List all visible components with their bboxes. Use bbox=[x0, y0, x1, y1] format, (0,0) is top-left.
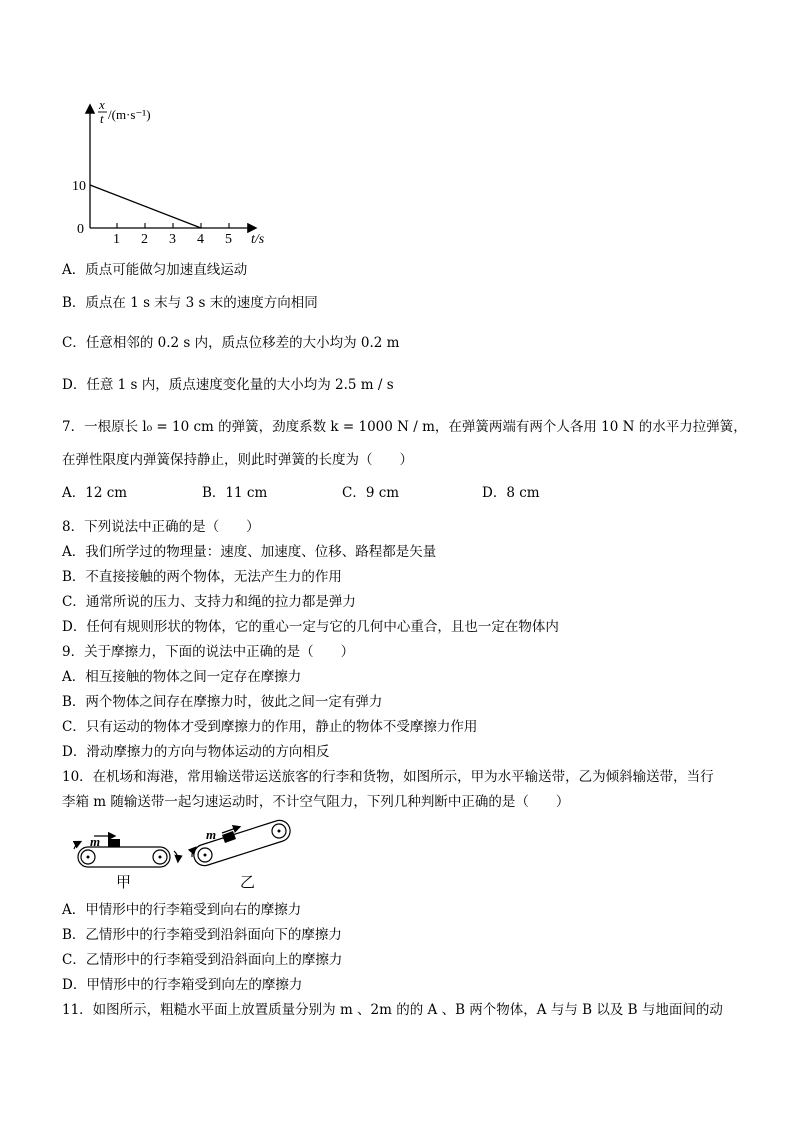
y-tick-10: 10 bbox=[72, 179, 86, 194]
q8-option-c: C．通常所说的压力、支持力和绳的拉力都是弹力 bbox=[62, 594, 356, 610]
q8-option-b: B．不直接接触的两个物体，无法产生力的作用 bbox=[62, 569, 342, 585]
y-label-den: t bbox=[100, 111, 104, 126]
x-tick-2: 2 bbox=[141, 232, 148, 247]
q6-option-a: A．质点可能做匀加速直线运动 bbox=[62, 262, 248, 278]
q7-stem-line1: 7．一根原长 l₀ = 10 cm 的弹簧，劲度系数 k = 1000 N / m，在弹簧两端有两个人各用 10 N 的水平力拉弹簧， bbox=[62, 419, 747, 435]
q8-stem: 8．下列说法中正确的是（ ） bbox=[62, 519, 260, 535]
q6-graph bbox=[70, 98, 280, 248]
q11-stem-line1: 11．如图所示，粗糙水平面上放置质量分别为 m 、2m 的的 A 、B 两个物体，A 与与 B 以及 B 与地面间的动 bbox=[62, 1002, 723, 1018]
q9-option-a: A．相互接触的物体之间一定存在摩擦力 bbox=[62, 669, 302, 685]
y-label-num: x bbox=[99, 98, 105, 112]
q6-option-c: C．任意相邻的 0.2 s 内，质点位移差的大小均为 0.2 m bbox=[62, 335, 400, 351]
x-tick-4: 4 bbox=[197, 232, 204, 247]
x-tick-1: 1 bbox=[113, 232, 120, 247]
q10-option-d: D．甲情形中的行李箱受到向左的摩擦力 bbox=[62, 977, 303, 993]
q10-option-b: B．乙情形中的行李箱受到沿斜面向下的摩擦力 bbox=[62, 927, 342, 943]
q10-option-c: C．乙情形中的行李箱受到沿斜面向上的摩擦力 bbox=[62, 952, 343, 968]
x-axis-label: t/s bbox=[251, 232, 265, 247]
label-jia: 甲 bbox=[116, 875, 132, 891]
q7-option-d: D．8 cm bbox=[482, 485, 540, 501]
x-tick-3: 3 bbox=[169, 232, 176, 247]
q6-option-b: B．质点在 1 s 末与 3 s 末的速度方向相同 bbox=[62, 295, 318, 311]
q9-stem: 9．关于摩擦力，下面的说法中正确的是（ ） bbox=[62, 644, 355, 660]
luggage-box-left bbox=[108, 839, 120, 847]
conveyor-figure bbox=[64, 815, 304, 897]
q9-option-c: C．只有运动的物体才受到摩擦力的作用，静止的物体不受摩擦力作用 bbox=[62, 719, 478, 735]
y-label-unit: /(m·s⁻¹) bbox=[108, 107, 151, 122]
data-line bbox=[90, 185, 201, 228]
q10-option-a: A．甲情形中的行李箱受到向右的摩擦力 bbox=[62, 902, 302, 918]
q10-stem-line1: 10．在机场和海港，常用输送带运送旅客的行李和货物，如图所示，甲为水平输送带，乙为倾斜输送带，当行 bbox=[62, 769, 714, 785]
q8-option-d: D．任何有规则形状的物体，它的重心一定与它的几何中心重合，且也一定在物体内 bbox=[62, 619, 559, 635]
q7-option-b: B．11 cm bbox=[202, 485, 268, 501]
q7-option-c: C．9 cm bbox=[342, 485, 400, 501]
mass-label-right: m bbox=[206, 827, 217, 842]
x-tick-5: 5 bbox=[225, 232, 232, 247]
mass-label-left: m bbox=[90, 834, 101, 849]
q10-stem-line2: 李箱 m 随输送带一起匀速运动时，不计空气阻力，下列几种判断中正确的是（ ） bbox=[62, 794, 570, 810]
q8-option-a: A．我们所学过的物理量：速度、加速度、位移、路程都是矢量 bbox=[62, 544, 437, 560]
q7-option-a: A．12 cm bbox=[62, 485, 128, 501]
q9-option-b: B．两个物体之间存在摩擦力时，彼此之间一定有弹力 bbox=[62, 694, 383, 710]
q7-stem-line2: 在弹性限度内弹簧保持静止，则此时弹簧的长度为（ ） bbox=[62, 452, 413, 468]
q6-option-d: D．任意 1 s 内，质点速度变化量的大小均为 2.5 m / s bbox=[62, 377, 394, 393]
label-yi: 乙 bbox=[240, 875, 256, 891]
origin-label: 0 bbox=[77, 222, 84, 237]
q9-option-d: D．滑动摩擦力的方向与物体运动的方向相反 bbox=[62, 744, 330, 760]
x-ticks bbox=[117, 223, 229, 228]
